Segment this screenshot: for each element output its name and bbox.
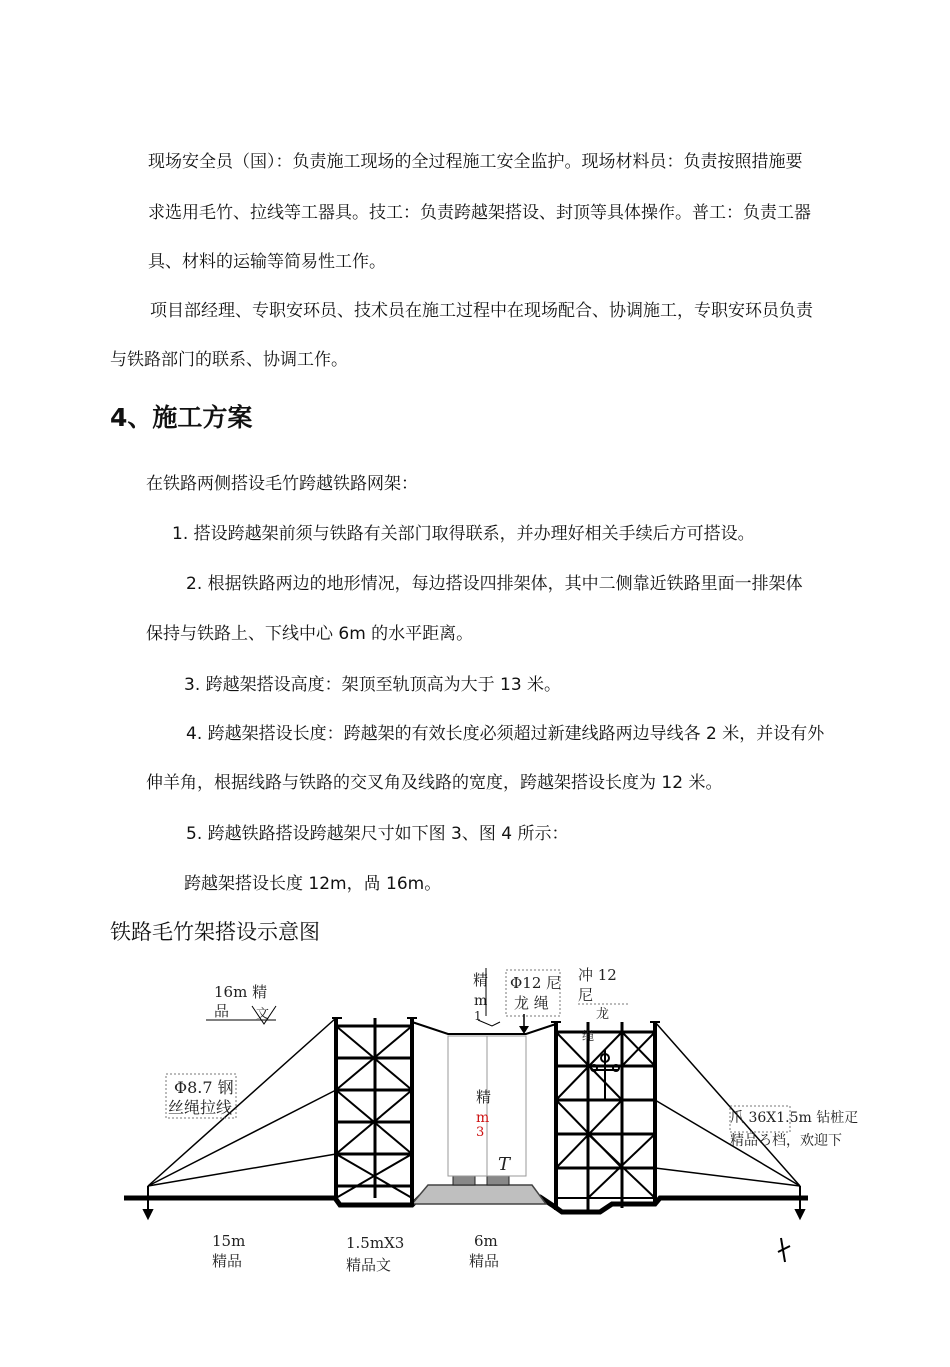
mid-label bbox=[473, 968, 500, 1026]
paragraph-coordination: 与铁路部门的联系、协调工作。 bbox=[110, 350, 348, 370]
svg-text:Φ8.7 钢: Φ8.7 钢 bbox=[174, 1078, 234, 1097]
paragraph-safety-staff: 现场安全员（国）：负责施工现场的全过程施工安全监护。现场材料员：负责按照措施要 bbox=[148, 152, 803, 172]
svg-text:16m 精: 16m 精 bbox=[214, 983, 268, 1001]
list-item-2: 2. 根据铁路两边的地形情况，每边搭设四排架体，其中二侧靠近铁路里面一排架体 bbox=[186, 574, 803, 594]
list-item-6: 跨越架搭设长度 12m，咼 16m。 bbox=[184, 874, 442, 894]
svg-text:3: 3 bbox=[476, 1125, 485, 1140]
list-item-4: 4. 跨越架搭设长度：跨越架的有效长度必须超过新建线路两边导线各 2 米，并设有外 bbox=[186, 724, 825, 744]
paragraph-manager: 项目部经理、专职安环员、技术员在施工过程中在现场配合、协调施工，专职安环员负责 bbox=[150, 301, 813, 321]
center-label bbox=[476, 1088, 512, 1175]
svg-text:冲 12: 冲 12 bbox=[578, 966, 617, 984]
dimension-label-tower bbox=[346, 1234, 404, 1274]
svg-text:精: 精 bbox=[473, 971, 489, 989]
list-item-5: 5. 跨越铁路搭设跨越架尺寸如下图 3、图 4 所示： bbox=[186, 824, 569, 844]
list-item-1: 1. 搭设跨越架前须与铁路有关部门取得联系，并办理好相关手续后方可搭设。 bbox=[172, 524, 755, 544]
svg-text:精品: 精品 bbox=[212, 1252, 243, 1270]
svg-text:6m: 6m bbox=[474, 1232, 498, 1250]
paragraph-labor: 具、材料的运输等简易性工作。 bbox=[148, 252, 386, 272]
svg-text:1: 1 bbox=[474, 1009, 482, 1023]
list-item-2-continued: 保持与铁路上、下线中心 6m 的水平距离。 bbox=[146, 624, 474, 644]
svg-text:T: T bbox=[498, 1154, 511, 1175]
svg-text:15m: 15m bbox=[212, 1232, 246, 1250]
top-net-line bbox=[412, 1022, 556, 1034]
left-scaffold-tower bbox=[332, 1018, 417, 1205]
list-item-3: 3. 跨越架搭设高度：架顶至轨顶高为大于 13 米。 bbox=[184, 675, 562, 695]
svg-text:绳: 绳 bbox=[582, 1029, 595, 1043]
svg-text:龙 绳: 龙 绳 bbox=[514, 994, 549, 1012]
paragraph-materials: 求选用毛竹、拉线等工器具。技工：负责跨越架搭设、封顶等具体操作。普工：负责工器 bbox=[148, 203, 811, 223]
svg-text:丝绳拉线: 丝绳拉线 bbox=[168, 1098, 233, 1117]
svg-text:Φ12 尼: Φ12 尼 bbox=[510, 974, 562, 992]
svg-text:1.5mX3: 1.5mX3 bbox=[346, 1234, 405, 1252]
clearance-frame bbox=[448, 1036, 526, 1176]
svg-text:m: m bbox=[476, 1110, 490, 1126]
svg-text:品: 品 bbox=[214, 1002, 230, 1020]
section-intro: 在铁路两侧搭设毛竹跨越铁路网架： bbox=[146, 474, 418, 494]
svg-text:尼: 尼 bbox=[578, 986, 594, 1004]
svg-text:爪 36X1.5m 钻桩疋: 爪 36X1.5m 钻桩疋 bbox=[730, 1110, 859, 1126]
guy-wires bbox=[148, 1018, 800, 1186]
list-item-4-continued: 伸羊角，根据线路与铁路的交叉角及线路的宽度，跨越架搭设长度为 12 米。 bbox=[146, 773, 723, 793]
svg-text:精品文: 精品文 bbox=[346, 1256, 392, 1274]
dimension-label-15m bbox=[212, 1232, 245, 1270]
svg-text:精: 精 bbox=[476, 1088, 492, 1106]
svg-text:文: 文 bbox=[256, 1007, 270, 1022]
railway-embankment bbox=[412, 1176, 546, 1204]
steel-wire-label bbox=[166, 1074, 236, 1118]
svg-text:龙: 龙 bbox=[596, 1007, 610, 1022]
svg-text:精品ろ档，欢迎下: 精品ろ档，欢迎下 bbox=[730, 1133, 842, 1149]
height-label bbox=[206, 983, 276, 1024]
dimension-label-6m bbox=[469, 1232, 499, 1270]
figure-caption: 铁路毛竹架搭设示意图 bbox=[110, 920, 320, 944]
svg-text:精品: 精品 bbox=[469, 1252, 500, 1270]
svg-text:m: m bbox=[474, 993, 488, 1009]
section-heading: 4、施工方案 bbox=[110, 403, 253, 432]
